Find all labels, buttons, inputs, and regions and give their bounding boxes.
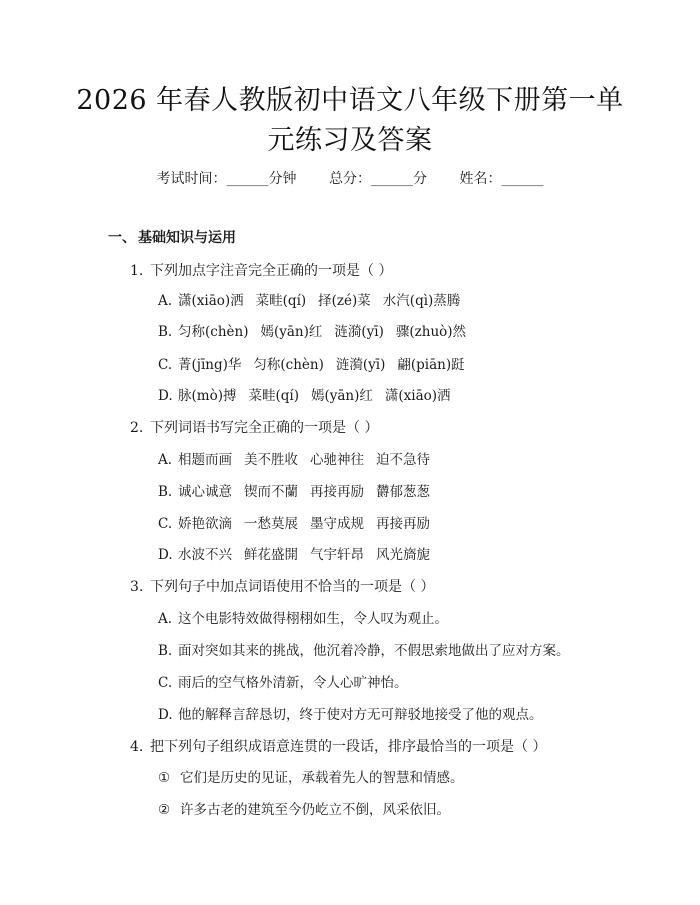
option-text: 他的解释言辞恳切，终于使对方无可辩驳地接受了他的观点。 xyxy=(178,707,543,723)
option-word: 菜畦(qí) xyxy=(248,388,299,404)
option-word: 菜畦(qí) xyxy=(255,293,307,309)
option-word: 美不胜收 xyxy=(244,452,298,468)
question-2 xyxy=(130,418,378,438)
question-number: 4. xyxy=(130,739,144,755)
option-word: 潇(xiāo)洒 xyxy=(384,388,451,404)
option-word: 风光旖旎 xyxy=(376,547,430,563)
option-letter: D. xyxy=(158,707,173,723)
option-word: 匀称(chèn) xyxy=(253,357,324,373)
q3-option-a xyxy=(158,609,448,629)
option-word: 骤(zhuò)然 xyxy=(395,324,467,340)
option-letter: A. xyxy=(158,452,173,468)
sentence-text: 许多古老的建筑至今仍屹立不倒，风采依旧。 xyxy=(180,802,450,818)
q1-option-a xyxy=(158,291,472,311)
document-title-line-2: 元练习及答案 xyxy=(267,125,433,156)
option-word: 水波不兴 xyxy=(178,547,232,563)
option-word: 墨守成规 xyxy=(310,516,364,532)
option-word: 嫣(yān)红 xyxy=(310,388,373,404)
question-text: 下列词语书写完全正确的一项是（ ） xyxy=(150,420,379,436)
option-word: 择(zé)菜 xyxy=(318,293,371,309)
question-number: 3. xyxy=(130,579,144,595)
option-letter: B. xyxy=(158,484,173,500)
total-score-field: 总分：______分 xyxy=(329,171,427,187)
option-word: 水汽(qì)蒸腾 xyxy=(382,293,461,309)
option-word: 翩(piān)跹 xyxy=(397,357,465,373)
option-text: 雨后的空气格外清新，令人心旷神怡。 xyxy=(178,675,408,691)
question-text: 把下列句子组织成语意连贯的一段话，排序最恰当的一项是（ ） xyxy=(150,739,547,755)
q1-option-b xyxy=(158,322,478,342)
option-word: 气宇轩昂 xyxy=(310,547,364,563)
question-text: 下列句子中加点词语使用不恰当的一项是（ ） xyxy=(150,579,435,595)
option-letter: D. xyxy=(158,547,173,563)
q3-option-b xyxy=(158,641,570,661)
option-word: 心驰神往 xyxy=(310,452,364,468)
question-4 xyxy=(130,737,546,757)
option-word: 欝郁葱葱 xyxy=(376,484,430,500)
option-text: 这个电影特效做得栩栩如生，令人叹为观止。 xyxy=(178,611,448,627)
q3-option-c xyxy=(158,673,408,693)
option-letter: C. xyxy=(158,516,173,532)
q2-option-a xyxy=(158,450,442,470)
q2-option-c xyxy=(158,514,442,534)
section-title: 基础知识与运用 xyxy=(138,230,236,246)
q4-sentence-2 xyxy=(158,800,450,820)
option-text: 面对突如其来的挑战，他沉着冷静，不假思索地做出了应对方案。 xyxy=(178,643,570,659)
student-name-field: 姓名：______ xyxy=(459,171,544,187)
exam-time-field: 考试时间：______分钟 xyxy=(156,171,297,187)
option-letter: D. xyxy=(158,388,173,404)
option-word: 一愁莫展 xyxy=(244,516,298,532)
q1-option-c xyxy=(158,355,477,375)
option-letter: C. xyxy=(158,675,173,691)
option-word: 迫不急待 xyxy=(376,452,430,468)
option-word: 锲而不蘭 xyxy=(244,484,298,500)
option-letter: A. xyxy=(158,611,173,627)
question-number: 2. xyxy=(130,420,144,436)
exam-meta xyxy=(0,170,700,188)
option-letter: C. xyxy=(158,357,173,373)
section-number: 一、 xyxy=(108,230,136,246)
option-word: 菁(jīng)华 xyxy=(178,357,242,373)
option-word: 诚心诚意 xyxy=(178,484,232,500)
option-word: 娇艳欲滴 xyxy=(178,516,232,532)
question-3 xyxy=(130,577,434,597)
question-number: 1. xyxy=(130,263,144,279)
option-word: 相题而画 xyxy=(178,452,232,468)
option-word: 脉(mò)搏 xyxy=(178,388,237,404)
option-letter: B. xyxy=(158,643,173,659)
section-heading xyxy=(108,228,236,248)
q1-option-d xyxy=(158,386,463,406)
option-word: 嫣(yān)红 xyxy=(260,324,323,340)
question-text: 下列加点字注音完全正确的一项是（ ） xyxy=(150,263,393,279)
q2-option-d xyxy=(158,545,442,565)
option-word: 再接再励 xyxy=(310,484,364,500)
q3-option-d xyxy=(158,705,543,725)
option-word: 潇(xiāo)洒 xyxy=(178,293,244,309)
option-letter: A. xyxy=(158,293,173,309)
option-word: 涟漪(yī) xyxy=(334,324,384,340)
q2-option-b xyxy=(158,482,442,502)
option-word: 匀称(chèn) xyxy=(178,324,249,340)
option-word: 鲜花盛開 xyxy=(244,547,298,563)
sentence-mark: ② xyxy=(158,802,171,818)
sentence-mark: ① xyxy=(158,770,171,786)
question-1 xyxy=(130,261,392,281)
option-letter: B. xyxy=(158,324,173,340)
q4-sentence-1 xyxy=(158,768,464,788)
option-word: 再接再励 xyxy=(376,516,430,532)
sentence-text: 它们是历史的见证，承载着先人的智慧和情感。 xyxy=(180,770,464,786)
option-word: 涟漪(yī) xyxy=(335,357,386,373)
document-title-line-1: 2026 年春人教版初中语文八年级下册第一单 xyxy=(76,85,624,116)
